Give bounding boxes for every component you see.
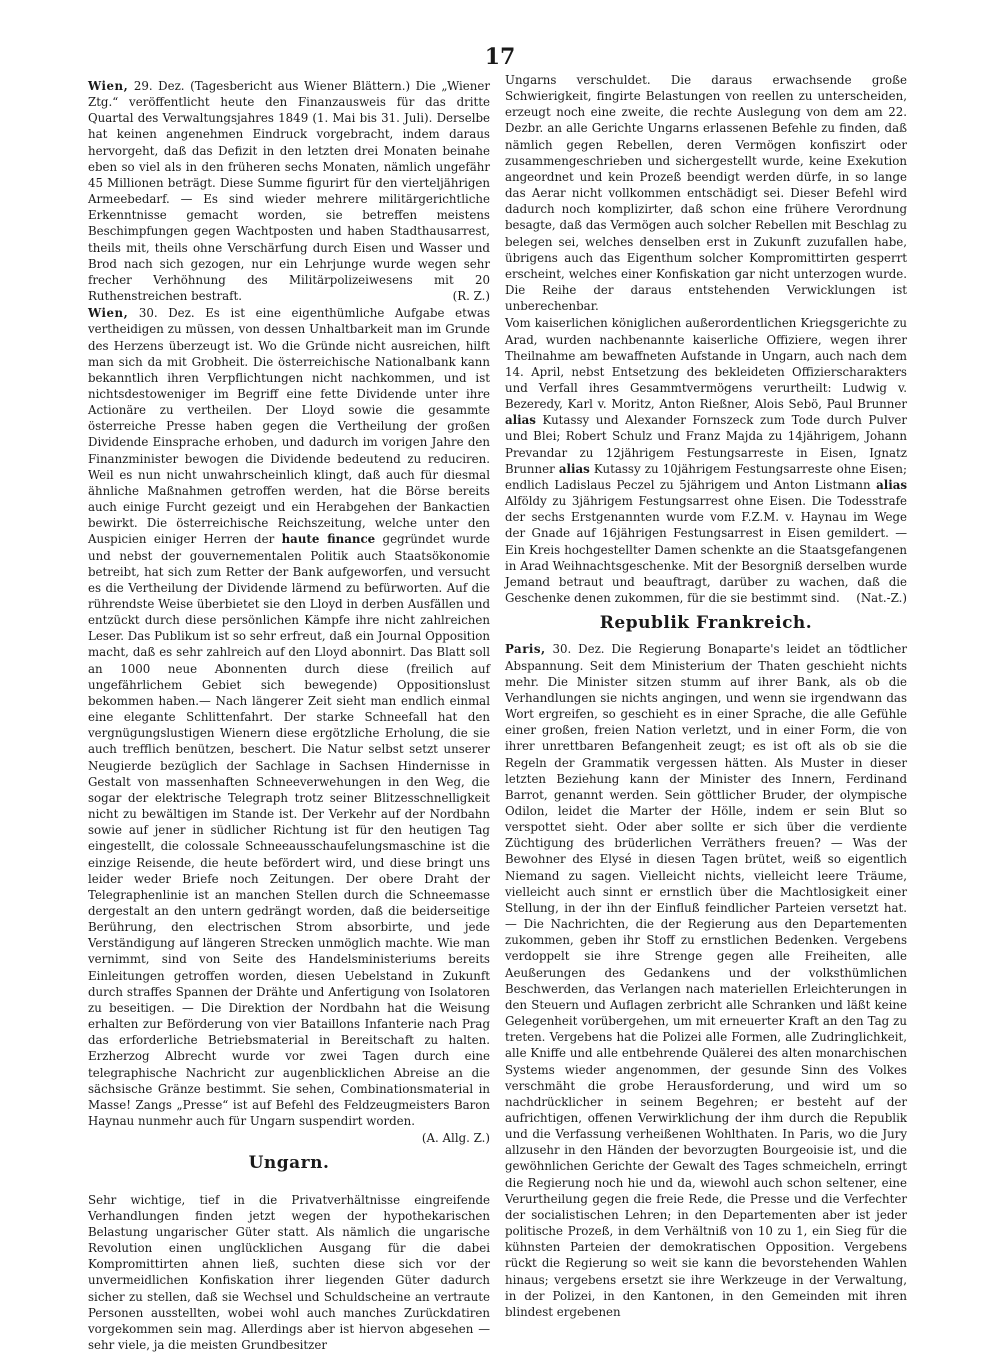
dateline-location: Wien, — [88, 306, 129, 321]
source-citation: (Nat.-Z.) — [856, 591, 907, 605]
alias-word: alias — [505, 413, 536, 428]
dateline-location: Paris, — [505, 642, 546, 657]
right-column — [505, 72, 907, 1334]
article-ungarn-continued — [505, 72, 907, 314]
article-text: Sehr wichtige, tief in die Privatverhältnisse eingreifende Verhandlungen finden jetzt wegen der hypothekarischen Belastung ungarischer Güter statt. Als nämlich die ungarische Revolution einen unglücklichen Ausgang für die dabei Kompromittirten ahnen ließ, suchten diese sich vor der unvermeidlichen Konfiskation ihrer liegenden Güter dadurch sicher zu stellen, daß sie Wechsel und Schuldscheine an vertraute Personen ausstellten, wobei wohl auch manches Zurückdatiren vorgekommen sein mag. Allerdings aber ist hiervon abgesehen — sehr viele, ja die meisten Grundbesitzer — [88, 1192, 490, 1352]
dateline-location: Wien, — [88, 79, 129, 93]
article-ungarn — [88, 1192, 490, 1353]
source-line — [88, 1130, 490, 1146]
article-text: Ungarns verschuldet. Die daraus erwachsende große Schwierigkeit, fingirte Belastungen von reellen zu unterscheiden, erzeugt noch eine zweite, die rechte Auslegung von dem am 22. Dezbr. an alle Gerichte Ungarns erlassenen Befehle zu finden, daß nämlich gegen Rebellen, deren Vermögen konfiszirt oder zusammengeschrieben und sichergestellt wurde, keine Exekution angeordnet und kein Prozeß beendigt werden dürfe, in so lange das Aerar nicht vollkommen entschädigt sei. Dieser Befehl wird dadurch noch komplizirter, daß schon eine frühere Verordnung besagte, daß das Vermögen auch solcher Rebellen mit Beschlag zu belegen sei, welches denselben erst in Zukunft zuzufallen habe, übrigens auch das Eigenthum solcher Kompromittirten gesperrt erscheint, welches einer Konfiskation gar nicht unterzogen wurde. Die Reihe der daraus entstehenden Verwicklungen ist unberechenbar. — [505, 73, 907, 314]
article-arad — [505, 315, 907, 606]
section-heading-frankreich: Republik Frankreich. — [599, 613, 813, 634]
emphasis-text: haute finance — [281, 532, 376, 547]
article-text: Kutassy und Alexander Fornszeck zum Tode durch Pulver und Blei; Robert Schulz und Franz Majda zu 14jährigem, Johann Prevandar zu 12jährigem Festungsarreste in Eisen, Ignatz Brunner — [505, 413, 907, 476]
article-wien-30 — [88, 305, 490, 1129]
article-text: 30. Dez. Es ist eine eigenthümliche Aufgabe etwas vertheidigen zu müssen, von dessen Unhaltbarkeit man im Grunde des Herzens überzeugt ist. Wo die Gründe nicht ausreichen, hilft man sich da mit Grobheit. Die österreichische Nationalbank kann bekanntlich ihren Verpflichtungen nicht nachkommen, und ist nichtsdestoweniger im Begriff eine fette Dividende unter ihre Actionäre zu vertheilen. Der Lloyd sowie die gesammte österreiche Presse haben gegen die Vertheilung der großen Dividende Einsprache erhoben, und dadurch im vorigen Jahre den Finanzminister bewogen die Dividende bedeutend zu reduciren. Weil es nun nicht unwahrscheinlich klingt, daß auch für diesmal ähnliche Maßnahmen getroffen werden, hat die Börse bereits auch einige Furcht gezeigt und ein Herabgehen der Bankactien bewirkt. Die österreichische Reichszeitung, welche unter den Auspicien einiger Herren der — [88, 306, 491, 547]
article-text: Vom kaiserlichen königlichen außerordentlichen Kriegsgerichte zu Arad, wurden nachbenannte kaiserliche Offiziere, wegen ihrer Theilnahme am bewaffneten Aufstande in Ungarn, auch nach dem 14. April, nebst Entsetzung des bekleideten Offizierscharakters und Verfall ihres Gesammtvermögens verurtheilt: Ludwig v. Bezeredy, Karl v. Moritz, Anton Rießner, Alois Sebö, Paul Brunner — [505, 316, 907, 412]
article-text: Alföldy zu 3jährigem Festungsarrest ohne Eisen. Die Todesstrafe der sechs Erstgenannten wurde vom F.Z.M. v. Haynau im Wege der Gnade auf 16jährigen Festungsarrest in Eisen gemildert. — Ein Kreis hochgestellter Damen schenkte an die Staatsgefangenen in Arad Weihnachtsgeschenke. Mit der Besorgniß derselben wurde Jemand betraut und beauftragt, darüber zu wachen, daß die Geschenke denen zukommen, für die sie bestimmt sind. — [505, 494, 907, 605]
source-citation: (R. Z.) — [452, 289, 490, 304]
page-number: 17 — [484, 44, 516, 70]
article-wien-29 — [88, 78, 490, 304]
source-citation: (A. Allg. Z.) — [421, 1131, 490, 1146]
section-heading-ungarn: Ungarn. — [248, 1153, 330, 1174]
article-text: Kutassy zu 10jährigem Festungsarreste ohne Eisen; endlich Ladislaus Peczel zu 5jährigem und Anton Listmann — [505, 461, 908, 492]
article-text: 29. Dez. (Tagesbericht aus Wiener Blättern.) Die „Wiener Ztg.“ veröffentlicht heute den Finanzausweis für das dritte Quartal des Verwaltungsjahres 1849 (1. Mai bis 31. Juli). Derselbe hat keinen angenehmen Eindruck vorgebracht, indem daraus hervorgeht, daß das Defizit in den letzten drei Monaten beinahe eben so viel als in den früheren sechs Monaten, nämlich ungefähr 45 Millionen beträgt. Diese Summe figurirt für den vierteljährigen Armeebedarf. — Es sind wieder mehrere militärgerichtliche Erkenntnisse gemacht worden, sie betreffen meistens Beschimpfungen gegen Wachtposten und haben Stadthausarrest, theils mit, theils ohne Verschärfung durch Eisen und Wasser und Brod nach sich gezogen, nur ein Lehrjunge wurde wegen sehr frecher Verhöhnung des Militärpolizeiwesens mit 20 Ruthenstreichen bestraft. — [88, 79, 490, 304]
article-text: gegründet wurde und nebst der gouvernementalen Politik auch Staatsökonomie betreibt, hat sich zum Retter der Bank aufgeworfen, und versucht es die Vertheilung der Dividende lärmend zu befürworten. Auf die rührendste Weise überbietet sie den Lloyd in derben Ausfällen und entzückt durch diese persönlichen Kämpfe ihre nicht zahlreichen Leser. Das Publikum ist so sehr erfreut, daß ein Journal Opposition macht, daß es sehr zahlreich auf den Lloyd abonnirt. Das Blatt soll an 1000 neue Abonnenten durch diese (freilich auf ungefährlichem Gebiet sich bewegende) Oppositionslust bekommen haben.— Nach längerer Zeit sieht man endlich einmal eine elegante Schlittenfahrt. Der starke Schneefall hat den vergnügungslustigen Wienern diese ergötzliche Erholung, die sie auch trefflich benützen, beschert. Die Natur selbst setzt unserer Neugierde bezüglich der Sachlage in Sachsen Hindernisse in Gestalt von massenhaften Schneeverwehungen in den Weg, die sogar der elektrische Telegraph trotz seiner Blitzesschnelligkeit nicht zu bewältigen im Stande ist. Der Verkehr auf der Nordbahn sowie auf jener in südlicher Richtung ist für den heutigen Tag eingestellt, die colossale Schneeausschaufelungsmaschine ist die einzige Reisende, die heute befördert wird, und diese bringt uns leider weder Briefe noch Zeitungen. Der obere Draht der Telegraphenlinie ist an manchen Stellen durch die Schneemasse dergestalt an den untern gedrängt worden, daß die beiderseitige Berührung, den electrischen Strom absorbirte, und jede Verständigung auf längeren Strecken unmöglich machte. Wie man vernimmt, sind von Seite des Handelsministeriums bereits Einleitungen getroffen worden, diesen Uebelstand in Zukunft durch straffes Spannen der Drähte und Anfertigung von Isolatoren zu beseitigen. — Die Direktion der Nordbahn hat die Weisung erhalten zur Beförderung von vier Bataillons Infanterie nach Prag das erforderliche Betriebsmaterial in Bereitschaft zu halten. Erzherzog Albrecht wurde vor zwei Tagen durch eine telegraphische Nachricht zur augenblicklichen Abreise an die sächsische Gränze bestimmt. Sie sehen, Combinationsmaterial in Masse! Zangs „Presse“ ist auf Befehl des Feldzeugmeisters Baron Haynau nunmehr auch für Ungarn suspendirt worden. — [88, 532, 490, 1128]
left-column — [88, 78, 491, 1352]
article-text: 30. Dez. Die Regierung Bonaparte's leidet an tödtlicher Abspannung. Seit dem Ministerium der Thaten geschieht nichts mehr. Die Minister sitzen stumm auf ihrer Bank, als ob die Verhandlungen sie nichts angingen, und wenn sie irgendwann das Wort ergreifen, so geschieht es in einer Sprache, die alle Gefühle einer großen, freien Nation verletzt, und in einer Form, die von ihrer unrettbaren Befangenheit zeugt; es ist oft als ob sie die Regeln der Grammatik vergessen hätten. Als Muster in dieser letzten Beziehung kann der Minister des Innern, Ferdinand Barrot, genannt werden. Sein göttlicher Bruder, der olympische Odilon, leidet die Marter der Hölle, indem er sein Blut so verspottet sieht. Oder aber sollte er sich über die verdiente Züchtigung des brüderlichen Verräthers freuen? — Was der Bewohner des Elysé in diesen Tagen brütet, weiß so eigentlich Niemand zu sagen. Vielleicht nichts, vielleicht leere Träume, vielleicht auch sinnt er ernstlich über die Machtlosigkeit einer Stellung, in der ihn der Einfluß feindlicher Parteien versetzt hat. — Die Nachrichten, die der Regierung aus den Departementen zukommen, geben ihr Stoff zu ernstlichen Bedenken. Vergebens verdoppelt sie ihre Strenge gegen alle Freiheiten, alle Aeußerungen des Gedankens und der volksthümlichen Beschwerden, das Verlangen nach materiellen Erleichterungen in den Steuern und Auflagen zerbricht alle Schranken und läßt keine Gelegenheit vorübergehen, um mit erneuerter Kraft an den Tag zu treten. Vergebens hat die Polizei alle Formen, alle Zudringlichkeit, alle Kniffe und alle entbehrende Quälerei des alten monarchischen Systems wieder angenommen, der gesunde Sinn des Volkes verschmäht die grobe Herausforderung, und wird um so nachdrücklicher in seinem Begehren; er besteht auf der aufrichtigen, offenen Verwirklichung der ihm durch die Republik und die Verfassung verheißenen Wohlthaten. In Paris, wo die Jury allzusehr in den Händen der bevorzugten Bourgeoisie ist, und die gewöhnlichen Gerichte der Gewalt des Tages schmeicheln, erringt die Regierung noch hie und da, wiewohl auch schon seltener, eine Verurtheilung gegen die freie Rede, die Presse und die Verfechter der socialistischen Lehren; in den Departementen aber ist jeder politische Prozeß, in dem Verhältniß von 10 zu 1, ein Sieg für die kühnsten Parteien der demokratischen Opposition. Vergebens rückt die Regierung so weit sie kann die bevorstehenden Wahlen hinaus; vergebens ersetzt sie ihre Werkzeuge in der Verwaltung, in der Polizei, in den Kantonen, in den Gemeinden mit ihren blindest ergebenen — [505, 642, 907, 1319]
alias-word: alias — [876, 477, 907, 492]
article-paris — [505, 641, 907, 1320]
spacer — [88, 1182, 490, 1192]
alias-word: alias — [558, 461, 590, 476]
